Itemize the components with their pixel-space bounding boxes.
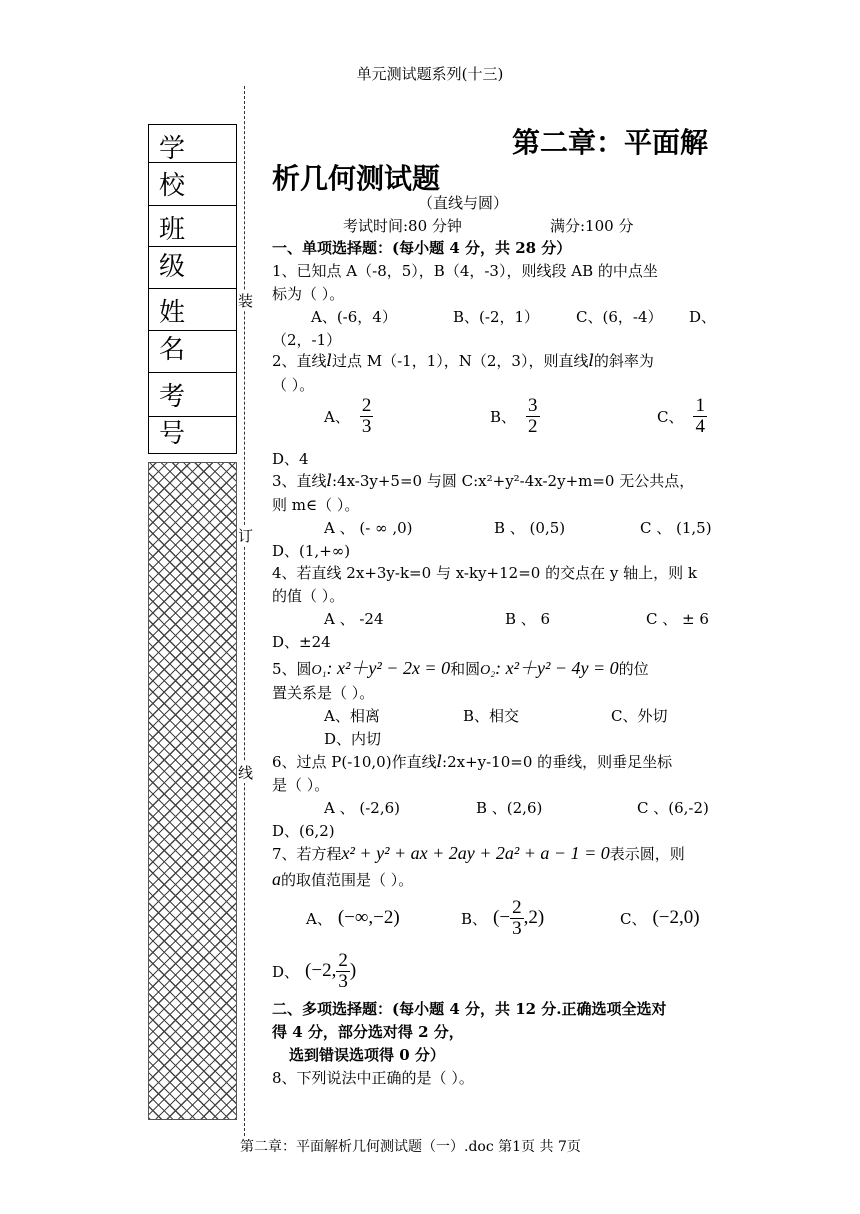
title-line-2: 析几何测试题 — [272, 162, 441, 195]
subtitle: （直线与圆） — [418, 194, 509, 212]
q3-option-c: C 、 (1,5) — [640, 519, 712, 537]
q5-option-c: C、外切 — [611, 707, 668, 725]
q5-stem-1: 5、圆O₁: x²＋y² − 2x = 0和圆O₂: x²＋y² − 4y = 0的位 — [272, 658, 649, 678]
q5-option-b: B、相交 — [463, 707, 520, 725]
q5-option-d: D、内切 — [324, 730, 382, 748]
q1-option-c: C、(6，-4） — [576, 308, 663, 326]
q4-option-d: D、±24 — [272, 633, 331, 651]
q7-option-d: D、 (−2, $\frac{2}{3}$ ) — [272, 949, 357, 992]
binding-mark-ding: 订 — [238, 527, 254, 545]
q4-option-a: A 、 -24 — [324, 610, 384, 628]
binding-line — [244, 86, 245, 1136]
q1-stem-1: 1、已知点 A（-8，5），B（4，-3），则线段 AB 的中点坐 — [272, 262, 658, 280]
q6-option-c: C 、(6,-2) — [637, 799, 709, 817]
q4-option-b: B 、 6 — [505, 610, 551, 628]
q7-option-b: B、 (− $\frac{2}{3}$ ,2) — [461, 896, 545, 939]
q5-stem-2: 置关系是（ ）。 — [272, 684, 375, 702]
q6-stem-2: 是（ ）。 — [272, 776, 330, 794]
q4-stem-2: 的值（ ）。 — [272, 587, 345, 605]
q2-option-b: B、 $\frac{3}{2}$ — [490, 395, 538, 437]
class-label: 班 级 — [159, 215, 196, 282]
q6-option-d: D、(6,2) — [272, 822, 335, 840]
exam-time: 考试时间:80 分钟 — [343, 217, 462, 235]
q1-option-d-label: D、 — [689, 308, 717, 326]
school-label-cell — [149, 125, 236, 201]
q7-stem-1: 7、若方程x² + y² + ax + 2ay + 2a² + a − 1 = 0表示圆，则 — [272, 843, 685, 863]
q7-stem-2: a的取值范围是（ ）。 — [272, 869, 414, 889]
binding-mark-zhuang: 装 — [238, 292, 254, 310]
q1-stem-2: 标为（ ）。 — [272, 285, 345, 303]
section-2-heading-1: 二、多项选择题：(每小题 4 分，共 12 分.正确选项全选对 — [272, 1000, 667, 1018]
class-label-cell — [149, 206, 236, 282]
hatched-binding-area — [148, 462, 237, 1120]
section-1-heading: 一、单项选择题：(每小题 4 分，共 28 分） — [272, 239, 572, 257]
binding-mark-xian: 线 — [238, 764, 254, 782]
q8-stem: 8、下列说法中正确的是（ ）。 — [272, 1069, 474, 1087]
q7-option-c: C、 (−2,0) — [620, 907, 700, 928]
q6-option-a: A 、 (-2,6) — [324, 799, 400, 817]
q3-option-b: B 、 (0,5) — [494, 519, 566, 537]
q7-option-a: A、 (−∞,−2) — [306, 907, 400, 928]
section-2-heading-3: 选到错误选项得 0 分） — [289, 1046, 445, 1064]
id-label: 考 号 — [159, 382, 196, 449]
q5-option-a: A、相离 — [324, 707, 380, 725]
school-field[interactable] — [149, 163, 236, 206]
school-label: 学 校 — [159, 134, 196, 201]
title-line-1: 第二章：平面解 — [512, 126, 709, 159]
q6-option-b: B 、(2,6) — [476, 799, 543, 817]
q3-option-a: A 、 (- ∞ ,0) — [324, 519, 413, 537]
class-field[interactable] — [149, 247, 236, 289]
q1-option-a: A、(-6，4） — [311, 308, 397, 326]
q2-option-a: A、 $\frac{2}{3}$ — [324, 395, 372, 437]
id-field[interactable] — [149, 417, 236, 453]
q1-option-d-value: （2，-1） — [272, 331, 342, 349]
q2-option-c: C、 $\frac{1}{4}$ — [657, 395, 705, 437]
student-info-table — [148, 124, 237, 454]
q3-stem-2: 则 m∈（ ）。 — [272, 496, 360, 514]
name-label: 姓 名 — [159, 298, 196, 365]
q2-stem-2: （ ）。 — [272, 376, 315, 394]
name-field[interactable] — [149, 331, 236, 373]
full-score: 满分:100 分 — [550, 217, 634, 235]
page-footer: 第二章：平面解析几何测试题（一）.doc 第1页 共 7页 — [240, 1139, 581, 1155]
q6-stem-1: 6、过点 P(-10,0)作直线l:2x+y-10=0 的垂线，则垂足坐标 — [272, 752, 673, 772]
q2-stem-1: 2、直线l过点 M（-1，1），N（2，3），则直线l的斜率为 — [272, 351, 654, 371]
section-2-heading-2: 得 4 分，部分选对得 2 分， — [272, 1023, 464, 1041]
name-label-cell — [149, 289, 236, 365]
q4-stem-1: 4、若直线 2x+3y-k=0 与 x-ky+12=0 的交点在 y 轴上，则 k — [272, 564, 697, 582]
q4-option-c: C 、 ± 6 — [646, 610, 709, 628]
q2-option-d: D、4 — [272, 450, 309, 468]
q1-option-b: B、(-2，1） — [453, 308, 540, 326]
q3-option-d: D、(1,+∞) — [272, 542, 351, 560]
q3-stem-1: 3、直线l:4x-3y+5=0 与圆 C:x²+y²-4x-2y+m=0 无公共点， — [272, 471, 695, 491]
id-label-cell — [149, 373, 236, 449]
page-header: 单元测试题系列(十三) — [356, 65, 504, 83]
